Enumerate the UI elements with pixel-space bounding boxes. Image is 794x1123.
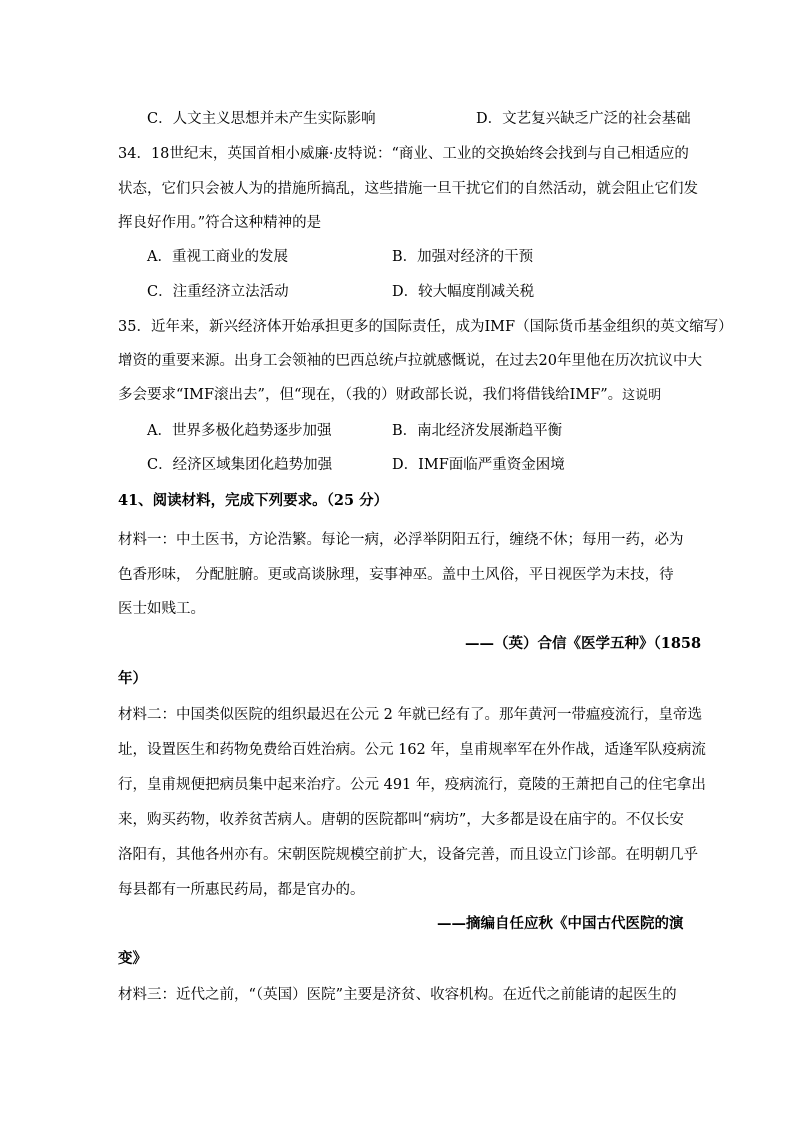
q35-option-a: A．世界多极化趋势逐步加强 [147,423,332,439]
q35-stem-line-1: 35．近年来，新兴经济体开始承担更多的国际责任，成为IMF（国际货币基金组织的英文缩写） [118,319,733,335]
q34-option-d: D．较大幅度削减关税 [392,284,535,300]
material-2-line-5: 洛阳有，其他各州亦有。宋朝医院规模空前扩大，设备完善，而且设立门诊部。在明朝几乎 [118,847,698,863]
q35-option-c: C．经济区域集团化趋势加强 [147,457,333,473]
q35-stem-line-3-tail: 这说明 [622,388,662,403]
q33-option-d: D．文艺复兴缺乏广泛的社会基础 [476,111,691,127]
q34-stem-line-3: 挥良好作用。”符合这种精神的是 [118,215,322,231]
q34-option-a: A．重视工商业的发展 [147,249,288,265]
q35-stem-line-3-text: 多会要求“IMF滚出去”，但“现在，（我的）财政部长说，我们将借钱给IMF”。 [118,387,623,403]
material-1-line-1: 材料一：中土医书，方论浩繁。每论一病，必浮举阴阳五行，缠绕不休；每用一药，必为 [118,532,684,548]
q34-stem-line-1: 34．18世纪末，英国首相小威廉·皮特说：“商业、工业的交换始终会找到与自己相适应的 [118,146,689,162]
material-2-line-2: 址，设置医生和药物免费给百姓治病。公元 162 年，皇甫规率军在外作战，适逢军队疫病流 [118,742,706,758]
material-2-line-3: 行，皇甫规便把病员集中起来治疗。公元 491 年，疫病流行，竟陵的王萧把自己的住宅拿出 [118,777,706,793]
material-2-source-line-2: 变》 [118,950,147,967]
material-2-source-line-1: ——摘编自任应秋《中国古代医院的演 [437,915,684,932]
material-1-source-line-1: ——（英）合信《医学五种》（1858 [465,635,702,652]
q34-option-c: C．注重经济立法活动 [147,284,289,300]
q35-option-b: B．南北经济发展渐趋平衡 [392,423,563,439]
q41-heading: 41、阅读材料，完成下列要求。（25 分） [118,492,389,509]
material-2-line-4: 来，购买药物，收养贫苦病人。唐朝的医院都叫“病坊”，大多都是设在庙宇的。不仅长安 [118,812,684,828]
q35-stem-line-2: 增资的重要来源。出身工会领袖的巴西总统卢拉就感慨说，在过去20年里他在历次抗议中大 [118,353,702,369]
material-1-source-line-2: 年） [118,670,147,687]
q35-option-d: D．IMF面临严重资金困境 [392,457,565,473]
q33-option-c: C．人文主义思想并未产生实际影响 [147,111,376,127]
material-1-line-3: 医士如贱工。 [118,601,205,617]
material-2-line-6: 每县都有一所惠民药局，都是官办的。 [118,882,365,898]
material-1-line-2: 色香形味， 分配脏腑。更或高谈脉理，妄事神巫。盖中土风俗，平日视医学为末技，待 [118,567,674,583]
material-3-line-1: 材料三：近代之前，“（英国）医院”主要是济贫、收容机构。在近代之前能请的起医生的 [118,987,677,1003]
q34-option-b: B．加强对经济的干预 [392,249,534,265]
q34-stem-line-2: 状态，它们只会被人为的措施所搞乱，这些措施一旦干扰它们的自然活动，就会阻止它们发 [118,181,698,197]
q35-stem-line-3 [118,385,661,406]
material-2-line-1: 材料二：中国类似医院的组织最迟在公元 2 年就已经有了。那年黄河一带瘟疫流行，皇帝选 [118,707,702,723]
